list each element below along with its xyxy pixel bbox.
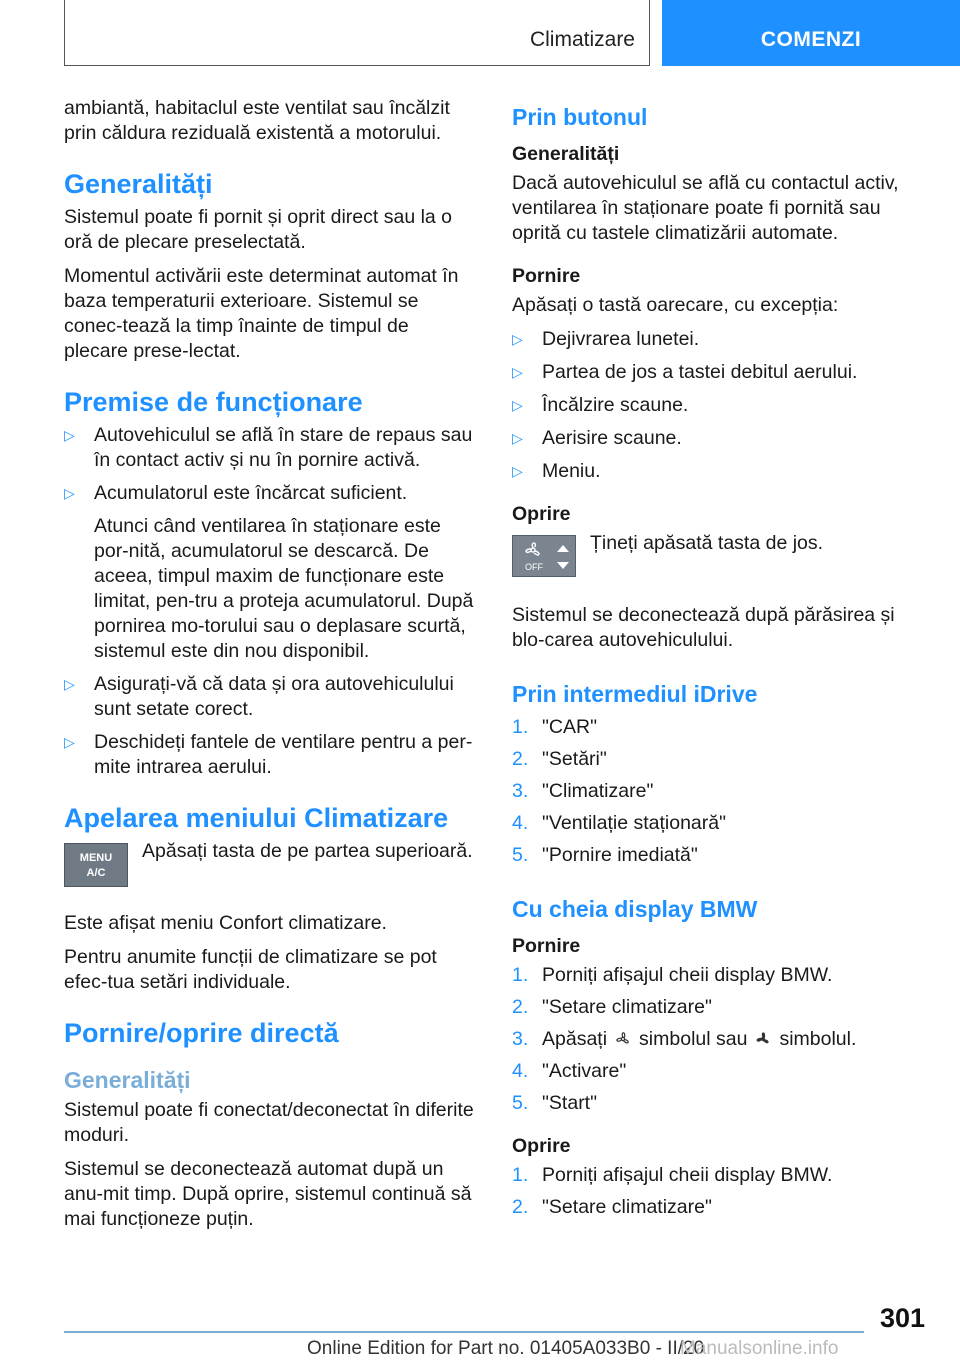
list-item: ▷ Încălzire scaune.	[512, 394, 689, 416]
premise-list	[64, 423, 478, 780]
cheie-oprire-steps	[512, 1163, 926, 1220]
watermark-text: Manualsonline.info	[680, 1338, 839, 1359]
list-item: 1. Porniți afișajul cheii display BMW.	[512, 964, 833, 986]
list-item: ▷ Partea de jos a tastei debitul aerului.	[512, 361, 858, 383]
triangle-bullet-icon: ▷	[512, 430, 523, 446]
list-item: ▷ Autovehiculul se află în stare de repaus sau în contact activ și nu în pornire activă.	[64, 424, 473, 471]
chapter-tab[interactable]	[662, 0, 960, 66]
buton-general-paragraph: Dacă autovehiculul se află cu contactul activ, ventilarea în staționare poate fi pornită sau oprită cu tastele climatizării automate.	[512, 172, 899, 244]
pornire-paragraph-1: Sistemul poate fi conectat/deconectat în diferite moduri.	[64, 1099, 474, 1146]
edition-text: Online Edition for Part no. 01405A033B0 - II/20	[307, 1338, 705, 1359]
list-item: ▷ Dejivrarea lunetei.	[512, 328, 700, 350]
footer-divider	[64, 1331, 864, 1333]
triangle-bullet-icon: ▷	[512, 463, 523, 479]
left-column	[64, 96, 478, 1241]
fan-outline-icon	[613, 1029, 633, 1049]
heading-pornire-oprire: Pornire/oprire directă	[64, 1018, 339, 1048]
cheie-pornire-steps	[512, 963, 926, 1116]
list-item: 5. "Start"	[512, 1092, 598, 1114]
triangle-bullet-icon: ▷	[64, 427, 75, 443]
list-item: 2. "Setare climatizare"	[512, 996, 712, 1018]
menu-button-row	[64, 839, 478, 899]
off-button-row	[512, 531, 926, 591]
list-item: 1. Porniți afișajul cheii display BMW.	[512, 1164, 833, 1186]
fan-off-button-icon	[512, 535, 576, 577]
list-item: 4. "Ventilație staționară"	[512, 812, 727, 834]
section-title: Climatizare	[529, 28, 635, 51]
intro-text: ambiantă, habitaclul este ventilat sau încălzit prin căldura reziduală existentă a motorului.	[64, 97, 450, 144]
list-item: ▷ Meniu.	[512, 460, 601, 482]
heading-apelarea: Apelarea meniului Climatizare	[64, 803, 449, 833]
triangle-bullet-icon: ▷	[512, 364, 523, 380]
heading-pornire-general: Generalități	[64, 1067, 191, 1093]
apelarea-paragraph-2: Pentru anumite funcții de climatizare se pot efec-tua setări individuale.	[64, 946, 437, 993]
heading-buton-general: Generalități	[512, 143, 620, 165]
menu-instruction: Apăsați tasta de pe partea superioară.	[142, 840, 473, 862]
list-item: ▷ Acumulatorul este încărcat suficient. Atunci când ventilarea în staționare este por-nită, acumulatorul se descarcă. De aceea, timpul maxim de funcționare este limitat, pen-tru a proteja acumulatorul. După pornirea mo-torului sau o deplasare scurtă, sistemul este din nou disponibil.	[64, 481, 478, 664]
list-item: 3. Apăsați simbolul sau simbolul.	[512, 1028, 857, 1050]
pornire-exceptions-list	[512, 327, 926, 484]
svg-text:OFF: OFF	[525, 562, 543, 572]
general-paragraph-2: Momentul activării este determinat automat în baza temperaturii exterioare. Sistemul se conec-tează la timp înainte de timpul de plecare prese-lectat.	[64, 265, 459, 362]
list-item: ▷ Asigurați-vă că data și ora autovehiculului sunt setate corect.	[64, 673, 454, 720]
page-number: 301	[880, 1303, 926, 1333]
list-item: 4. "Activare"	[512, 1060, 627, 1082]
general-paragraph-1: Sistemul poate fi pornit și oprit direct sau la o oră de plecare preselectată.	[64, 206, 453, 253]
triangle-bullet-icon: ▷	[512, 331, 523, 347]
heading-cheie: Cu cheia display BMW	[512, 896, 758, 922]
heading-idrive: Prin intermediul iDrive	[512, 681, 758, 707]
right-column	[512, 96, 926, 1228]
list-item: 5. "Pornire imediată"	[512, 844, 698, 866]
heading-pornire: Pornire	[512, 265, 581, 287]
battery-note: Atunci când ventilarea în staționare este por-nită, acumulatorul se descarcă. De aceea, timpul maxim de funcționare este limitat, pen-tru a proteja acumulatorul. După pornirea mo-torului sau o deplasare scurtă, sistemul este din nou disponibil.	[94, 515, 474, 662]
list-item: 2. "Setări"	[512, 748, 607, 770]
triangle-bullet-icon: ▷	[64, 734, 75, 750]
list-item: ▷ Deschideți fantele de ventilare pentru a per-mite intrarea aerului.	[64, 731, 473, 778]
list-item: 3. "Climatizare"	[512, 780, 654, 802]
menu-ac-button-icon: MENU A/C	[64, 843, 128, 887]
oprire-paragraph: Sistemul se deconectează după părăsirea și blo-carea autovehiculului.	[512, 604, 895, 651]
heading-oprire: Oprire	[512, 503, 571, 525]
idrive-steps	[512, 715, 926, 868]
list-item: ▷ Aerisire scaune.	[512, 427, 682, 449]
list-item: 1. "CAR"	[512, 716, 598, 738]
triangle-bullet-icon: ▷	[64, 676, 75, 692]
header-box	[64, 0, 650, 66]
heading-premise: Premise de funcționare	[64, 387, 363, 417]
triangle-bullet-icon: ▷	[64, 485, 75, 501]
heading-general: Generalități	[64, 169, 213, 199]
apelarea-paragraph-1: Este afișat meniu Confort climatizare.	[64, 912, 387, 934]
heading-cheie-oprire: Oprire	[512, 1135, 571, 1157]
oprire-instruction: Țineți apăsată tasta de jos.	[590, 532, 824, 554]
pornire-paragraph-2: Sistemul se deconectează automat după un anu-mit timp. După oprire, sistemul continuă să mai funcționeze puțin.	[64, 1158, 472, 1230]
heading-cheie-pornire: Pornire	[512, 935, 581, 957]
pornire-paragraph: Apăsați o tastă oarecare, cu excepția:	[512, 294, 839, 316]
triangle-bullet-icon: ▷	[512, 397, 523, 413]
heading-buton: Prin butonul	[512, 104, 648, 130]
chapter-tab-label: COMENZI	[760, 28, 862, 51]
fan-filled-icon	[753, 1029, 773, 1049]
list-item: 2. "Setare climatizare"	[512, 1196, 712, 1218]
